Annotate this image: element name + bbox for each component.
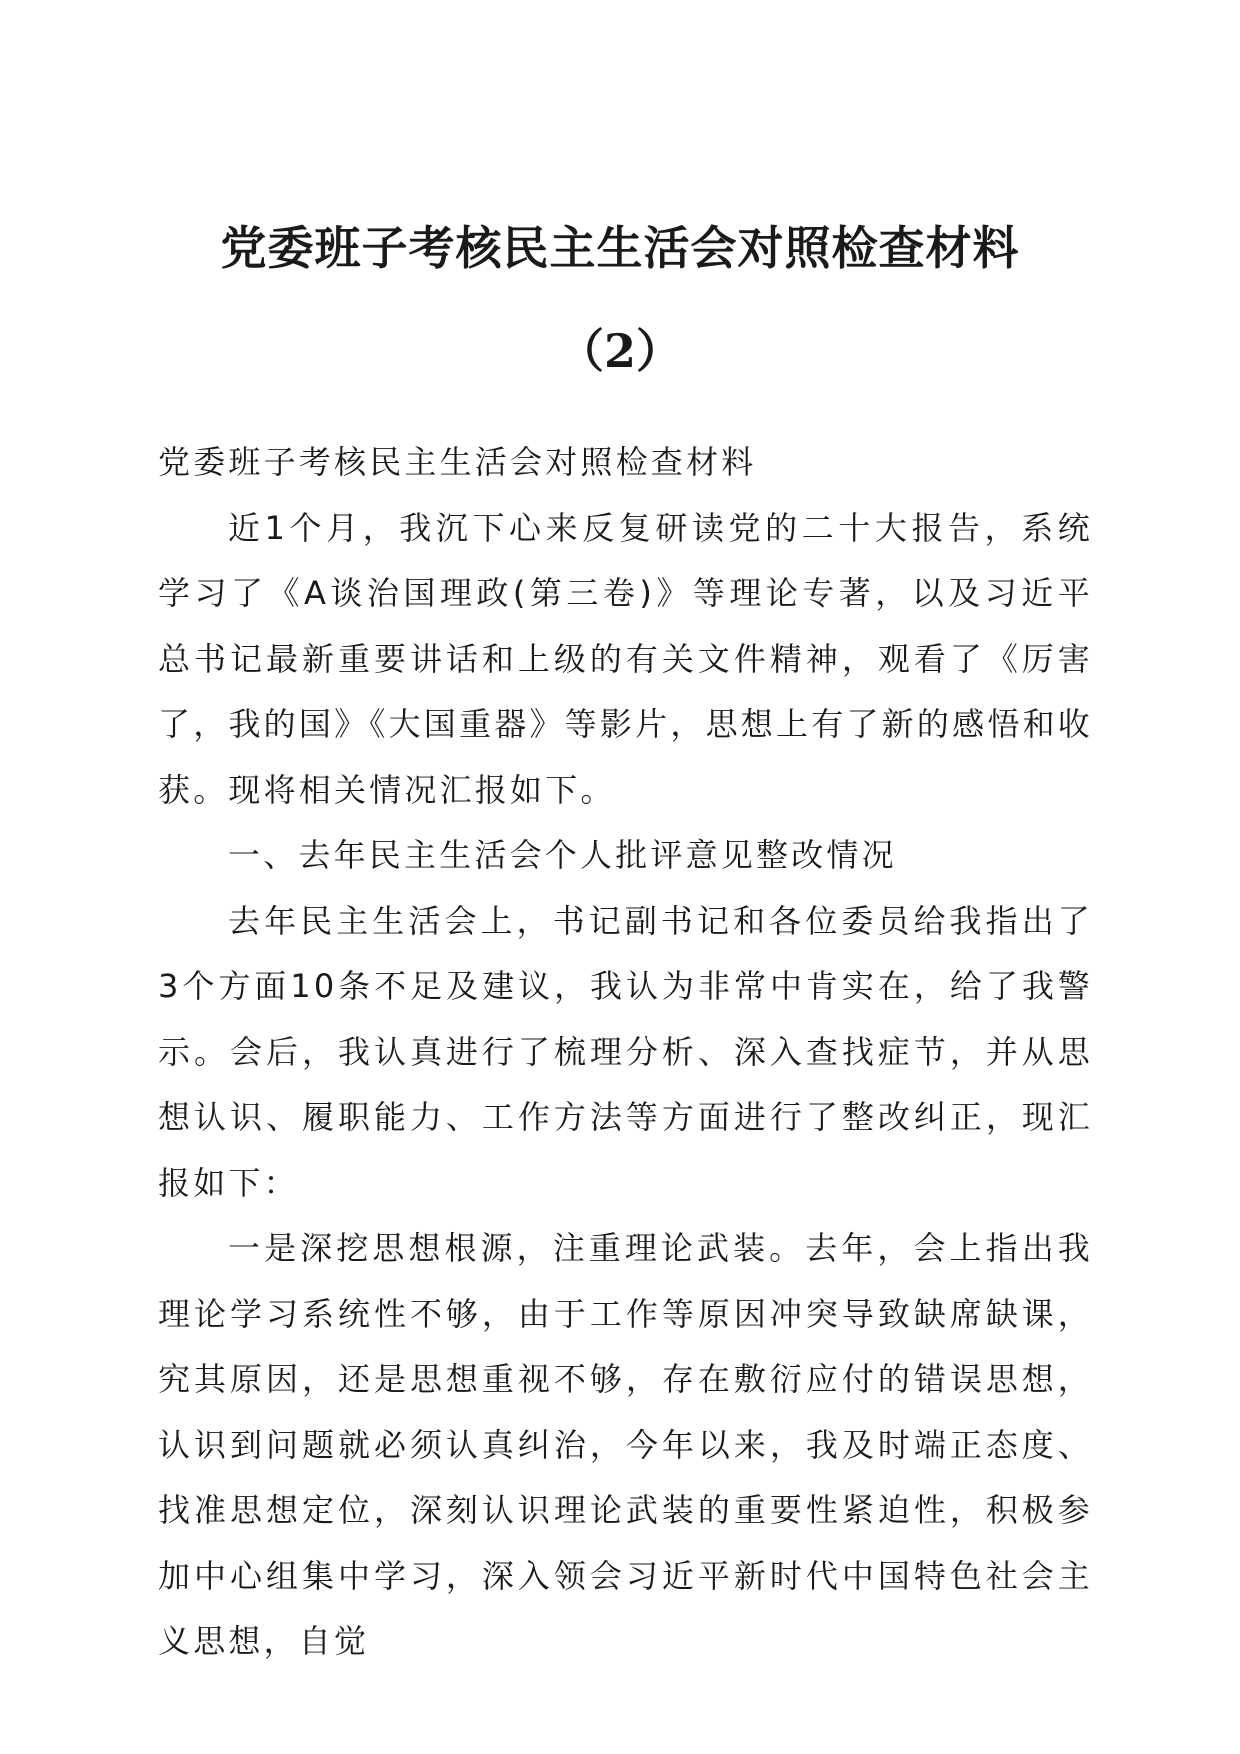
paragraph-intro: 近1个月，我沉下心来反复研读党的二十大报告，系统学习了《A谈治国理政(第三卷)》等理论专著，以及习近平总书记最新重要讲话和上级的有关文件精神，观看了《厉害了，我的国》《大国重器》等影片，思想上有了新的感悟和收获。现将相关情况汇报如下。 [158, 508, 1093, 809]
document-title-number: （2） [557, 324, 682, 378]
document-title: 党委班子考核民主生活会对照检查材料 [220, 221, 1020, 275]
section-heading: 一、去年民主生活会个人批评意见整改情况 [228, 836, 897, 874]
paragraph-point-one: 一是深挖思想根源，注重理论武装。去年，会上指出我理论学习系统性不够，由于工作等原因冲突导致缺席缺课，究其原因，还是思想重视不够，存在敷衍应付的错误思想，认识到问题就必须认真纠治，今年以来，我及时端正态度、找准思想定位，深刻认识理论武装的重要性紧迫性，积极参加中心组集中学习，深入领会习近平新时代中国特色社会主义思想，自觉 [158, 1229, 1093, 1660]
document-body [158, 430, 1093, 1675]
paragraph-rectification: 去年民主生活会上，书记副书记和各位委员给我指出了3个方面10条不足及建议，我认为非常中肯实在，给了我警示。会后，我认真进行了梳理分析、深入查找症节，并从思想认识、履职能力、工作方法等方面进行了整改纠正，现汇报如下： [158, 901, 1093, 1202]
paragraph-subtitle: 党委班子考核民主生活会对照检查材料 [158, 443, 757, 481]
